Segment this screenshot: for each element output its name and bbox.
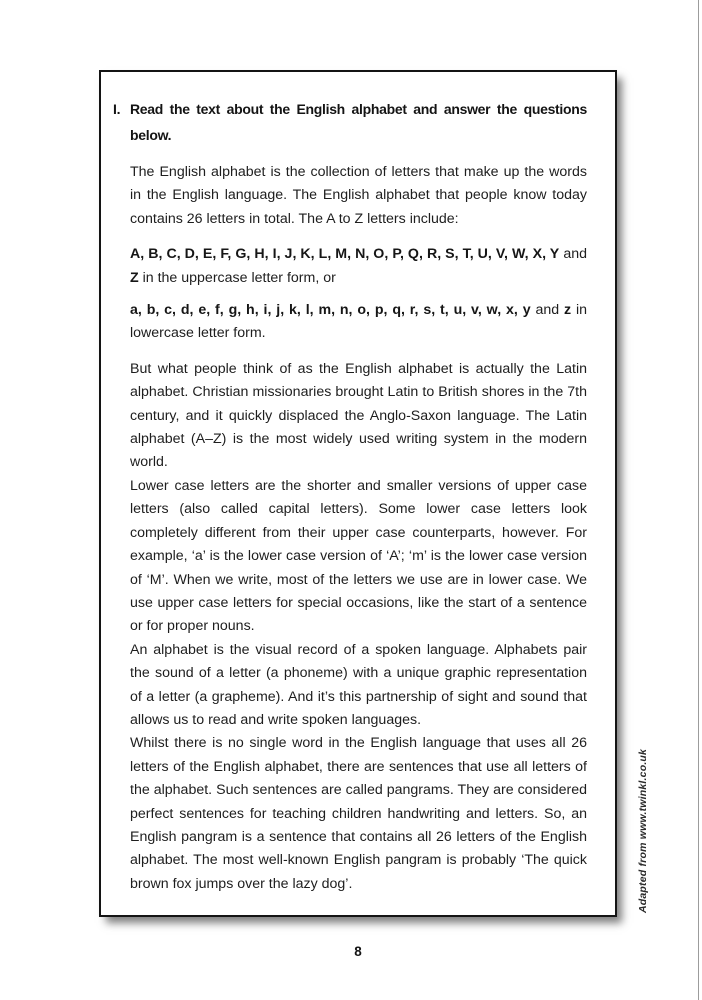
lowercase-description: in lowercase letter form. [130, 302, 588, 342]
uppercase-conjunction: and [559, 246, 587, 263]
lowercase-conjunction: and [530, 302, 564, 319]
page-edge-divider [698, 0, 699, 1000]
passage-paragraph-alphabet-definition: An alphabet is the visual record of a spoken language. Alphabets pair the sound of a letter (a phoneme) with a unique graphic representation of a letter (a grapheme). And it’s this partnership of sight and sound that allows us to read and write spoken languages. [130, 641, 587, 728]
question-header [113, 96, 587, 148]
lowercase-letters-list: a, b, c, d, e, f, g, h, i, j, k, l, m, n, o, p, q, r, s, t, u, v, w, x, y [130, 302, 531, 319]
passage-paragraph-lower-case: Lower case letters are the shorter and smaller versions of upper case letters (also called capital letters). Some lower case letters look completely different from their upper case counterparts, however. For example, ‘a’ is the lower case version of ‘A’; ‘m’ is the lower case version of ‘M’. When we write, most of the letters we use are in lower case. We use upper case letters for special occasions, like the start of a sentence or for proper nouns. [130, 477, 587, 635]
source-credit: Adapted from www.twinkl.co.uk [637, 748, 649, 913]
reading-passage-box [99, 70, 617, 917]
lowercase-last-letter: z [564, 302, 572, 319]
question-number: I. [113, 101, 121, 117]
passage-intro-paragraph: The English alphabet is the collection of letters that make up the words in the English language. The English alphabet that people know today contains 26 letters in total. The A to Z letters include: [130, 164, 587, 227]
page-number: 8 [354, 944, 362, 959]
uppercase-letters-paragraph [130, 243, 587, 290]
question-instruction: Read the text about the English alphabet and answer the questions below. [130, 101, 587, 143]
passage-paragraph-latin-alphabet: But what people think of as the English alphabet is actually the Latin alphabet. Christian missionaries brought Latin to British shores in the 7th century, and it quickly displaced the Anglo-Saxon language. The Latin alphabet (A–Z) is the most widely used writing system in the modern world. [130, 360, 587, 471]
passage-paragraph-pangrams: Whilst there is no single word in the English language that uses all 26 letters of the English alphabet, there are sentences that use all letters of the alphabet. Such sentences are called pangrams. They are considered perfect sentences for teaching children handwriting and letters. So, an English pangram is a sentence that contains all 26 letters of the English alphabet. The most well-known English pangram is probably ‘The quick brown fox jumps over the lazy dog’. [130, 735, 587, 892]
lowercase-letters-paragraph [130, 299, 587, 346]
uppercase-description: in the uppercase letter form, or [138, 269, 336, 286]
uppercase-letters-list: A, B, C, D, E, F, G, H, I, J, K, L, M, N, O, P, Q, R, S, T, U, V, W, X, Y [130, 246, 560, 263]
uppercase-last-letter: Z [130, 269, 139, 286]
